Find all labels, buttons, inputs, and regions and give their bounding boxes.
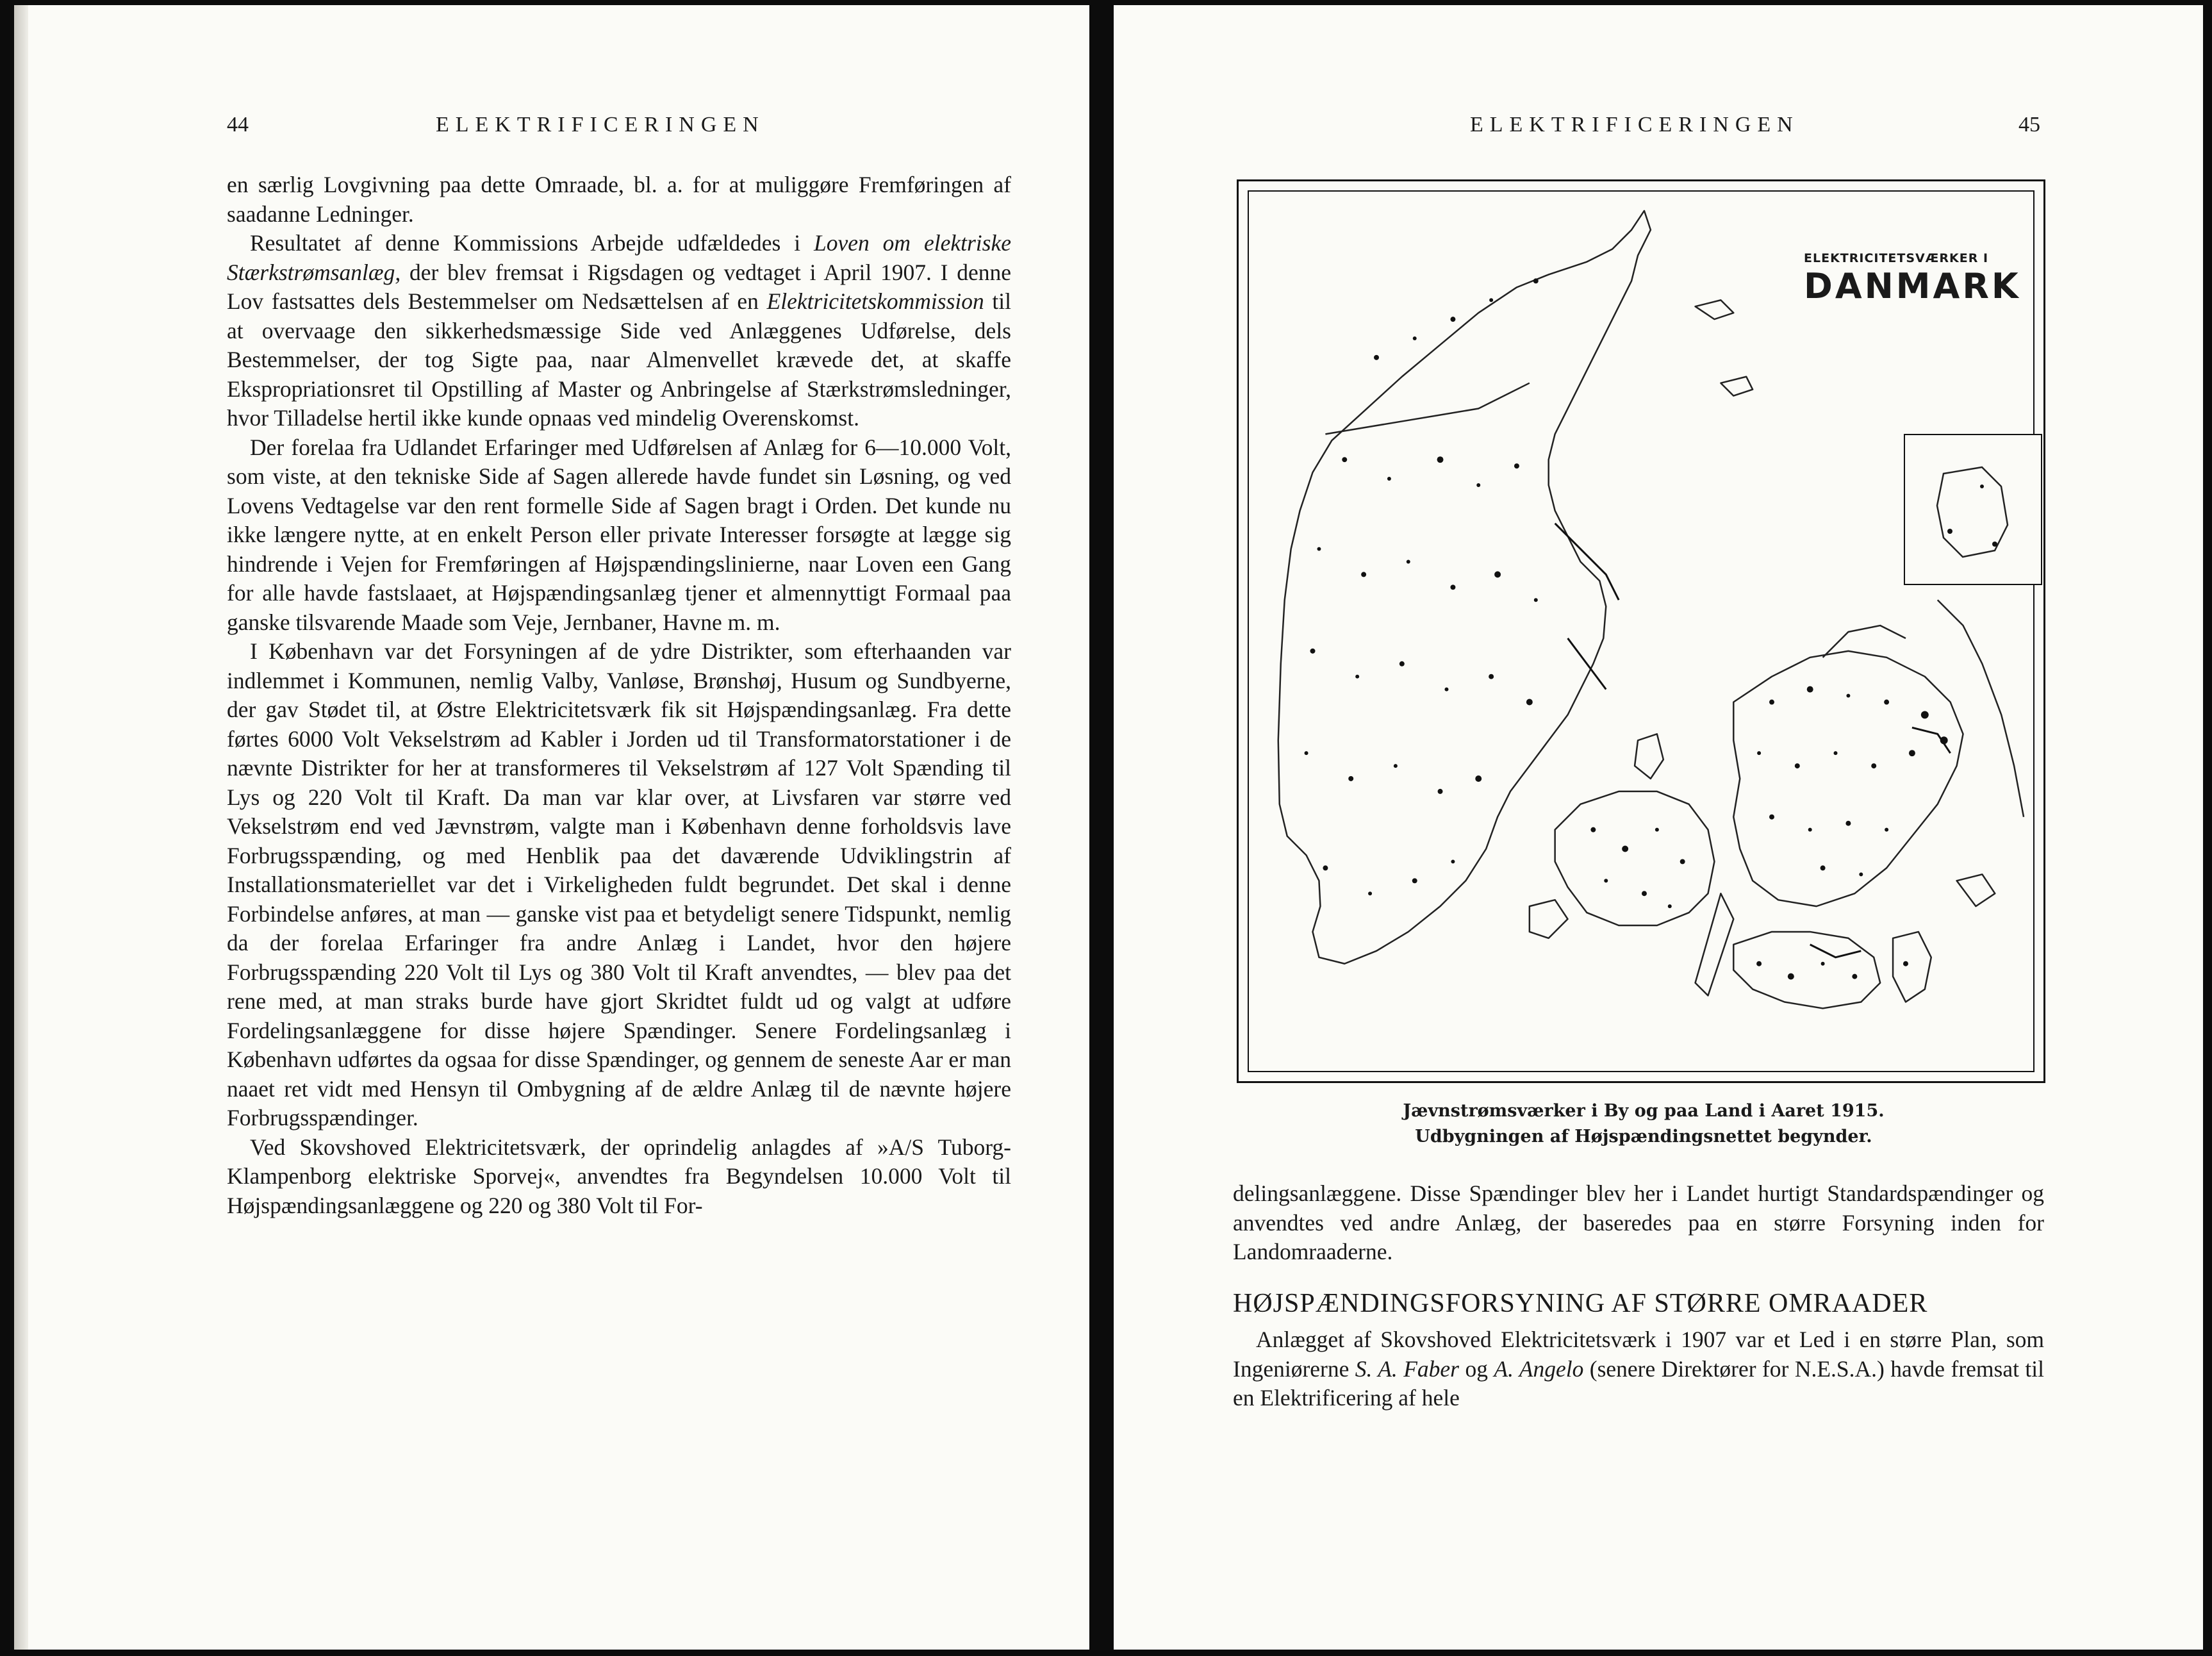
langeland-outline bbox=[1696, 893, 1734, 995]
left-paragraph bbox=[227, 170, 1011, 229]
moen-outline bbox=[1957, 874, 1995, 906]
italic-text: A. Angelo bbox=[1494, 1355, 1584, 1382]
text-run: og bbox=[1459, 1355, 1494, 1382]
text-run: en særlig Lovgivning paa dette Omraade, bl. a. for at muliggøre Fremføringen af saadanne Ledninger. bbox=[227, 172, 1011, 227]
text-run: der blev fremsat i Rigsdagen og vedtaget i April 1907. I denne Lov fastsattes dels Bestemmelser om Nedsættelsen af en bbox=[227, 259, 1011, 314]
map-caption-line-1: Jævnstrømsværker i By og paa Land i Aaret 1915. bbox=[1403, 1101, 1885, 1121]
sweden-coast bbox=[1938, 600, 2024, 817]
text-run: til at overvaage den sikkerhedsmæssige Side ved Anlæggenes Udførelse, dels Bestemmelser, der tog Sigte paa, naar Almenvellet krævede det, at skaffe Ekspropriationsret til Opstilling af Master og Anbringelse af Stærkstrømsledninger, hvor Tilladelse hertil ikke kunde opnaas ved mindelig Overenskomst. bbox=[227, 288, 1012, 431]
map-caption-line-2: Udbygningen af Højspændingsnettet begynder. bbox=[1415, 1127, 1872, 1147]
lolland-outline bbox=[1733, 932, 1880, 1008]
italic-text: Loven om elektriske Stærkstrømsanlæg, bbox=[227, 230, 1011, 285]
right-body-text bbox=[1233, 1179, 2044, 1267]
page-number-left: 44 bbox=[227, 113, 249, 137]
right-paragraph bbox=[1233, 1179, 2044, 1267]
denmark-map-drawing bbox=[1249, 192, 2033, 1071]
funen-outline bbox=[1555, 791, 1715, 925]
samsoe-outline bbox=[1635, 734, 1663, 779]
page-edge bbox=[14, 5, 28, 1650]
map-supertitle: ELEKTRICITETSVÆRKER I bbox=[1804, 251, 1989, 265]
italic-text: Elektricitetskommission bbox=[766, 288, 984, 314]
section-heading: HØJSPÆNDINGSFORSYNING AF STØRRE OMRAADER bbox=[1233, 1289, 1928, 1318]
italic-text: S. A. Faber bbox=[1355, 1355, 1459, 1382]
left-paragraph bbox=[227, 637, 1011, 1133]
left-body-text bbox=[227, 170, 1011, 1220]
page-number-right: 45 bbox=[2018, 113, 2040, 137]
text-run: Anlægget af Skovshoved Elektricitetsværk i 1907 var et Led i en større Plan, som Ingeniørerne bbox=[1233, 1327, 2044, 1382]
text-run: (senere Direktører for N.E.S.A.) havde fremsat til en Elektrificering af hele bbox=[1233, 1355, 2044, 1411]
text-run: I København var det Forsyningen af de ydre Distrikter, som efterhaanden var indlemmet i Kommunen, nemlig Valby, Vanløse, Brønshøj, Husum og Sundbyerne, der gav Stødet til, at Østre Elektricitetsværk fik sit Højspændingsanlæg. Fra dette førtes 6000 Volt Vekselstrøm ad Kabler i Jorden ud til Transformatorstationer i de nævnte Distrikter for her at transformeres til Vekselstrøm af 127 Volt Spænding til Lys og 220 Volt til Kraft. Da man var klar over, at Livsfaren var større ved Vekselstrøm end ved Jævnstrøm, valgte man i København denne forholdsvis lave Forbrugsspænding, og med Henblik paa det daværende Udviklingstrin af Installationsmateriellet var det i Virkeligheden fuldt begrundet. Det skal i denne Forbindelse anføres, at man — ganske vist paa et betydeligt senere Tidspunkt, nemlig da der forelaa Erfaringer fra andre Anlæg i Landet, hvor den højere Forbrugsspænding 220 Volt til Lys og 380 Volt til Kraft anvendtes, — blev paa det rene med, at man straks burde have gjort Skridtet fuldt ud og valgt at udføre Fordelingsanlæggene for disse højere Spændinger. Senere Fordelingsanlæg i København udførtes da ogsaa for disse Spændinger, og gennem de seneste Aar er man naaet ret vidt med Hensyn til Ombygning af de ældre Anlæg til de nævnte højere Forbrugsspændinger. bbox=[227, 638, 1011, 1130]
bornholm-drawing bbox=[1905, 435, 2041, 584]
map-inner-border bbox=[1248, 190, 2035, 1072]
running-title-left: ELEKTRIFICERINGEN bbox=[436, 113, 765, 137]
high-voltage-lines bbox=[1555, 524, 1951, 957]
denmark-map-figure bbox=[1237, 179, 2045, 1083]
running-title-right: ELEKTRIFICERINGEN bbox=[1470, 113, 1799, 137]
power-station-dots bbox=[1305, 278, 1948, 979]
jutland-outline bbox=[1278, 211, 1651, 964]
als-outline bbox=[1530, 900, 1568, 938]
falster-outline bbox=[1893, 932, 1931, 1002]
anholt-outline bbox=[1721, 377, 1753, 396]
zealand-outline bbox=[1733, 651, 1963, 906]
limfjord-line bbox=[1325, 383, 1529, 435]
section-paragraph bbox=[1233, 1325, 2044, 1413]
right-page bbox=[1114, 5, 2203, 1650]
left-page bbox=[14, 5, 1089, 1650]
text-run: Resultatet af denne Kommissions Arbejde udfældedes i bbox=[250, 230, 814, 256]
bornholm-inset bbox=[1904, 434, 2042, 585]
left-paragraph bbox=[227, 229, 1011, 433]
laesoe-outline bbox=[1696, 300, 1734, 319]
text-run: Ved Skovshoved Elektricitetsværk, der oprindelig anlagdes af »A/S Tuborg-Klampenborg elektriske Sporvej«, anvendtes fra Begyndelsen 10.000 Volt til Højspændingsanlæggene og 220 og 380 Volt til For- bbox=[227, 1134, 1011, 1218]
text-run: delingsanlæggene. Disse Spændinger blev her i Landet hurtigt Standardspændinger og anvendtes ved andre Anlæg, der baseredes paa en større Forsyning inden for Landomraaderne. bbox=[1233, 1180, 2044, 1264]
text-run: Der forelaa fra Udlandet Erfaringer med Udførelsen af Anlæg for 6—10.000 Volt, som viste, at den tekniske Side af Sagen allerede havde fundet sin Løsning, og ved Lovens Vedtagelse var den rent formelle Side af Sagen bragt i Orden. Det kunde nu ikke længere nytte, at en enkelt Person eller private Interesser forsøgte at lægge sig hindrende i Vejen for Fremføringen af Højspændingslinierne, naar Loven een Gang for alle havde fastslaaet, at Højspændingsanlæg tjener et almennyttigt Formaal paa ganske tilsvarende Maade som Veje, Jernbaner, Havne m. m. bbox=[227, 434, 1011, 635]
left-paragraph bbox=[227, 1133, 1011, 1221]
section-body-text bbox=[1233, 1325, 2044, 1413]
map-title: DANMARK bbox=[1804, 266, 2021, 306]
left-paragraph bbox=[227, 433, 1011, 638]
